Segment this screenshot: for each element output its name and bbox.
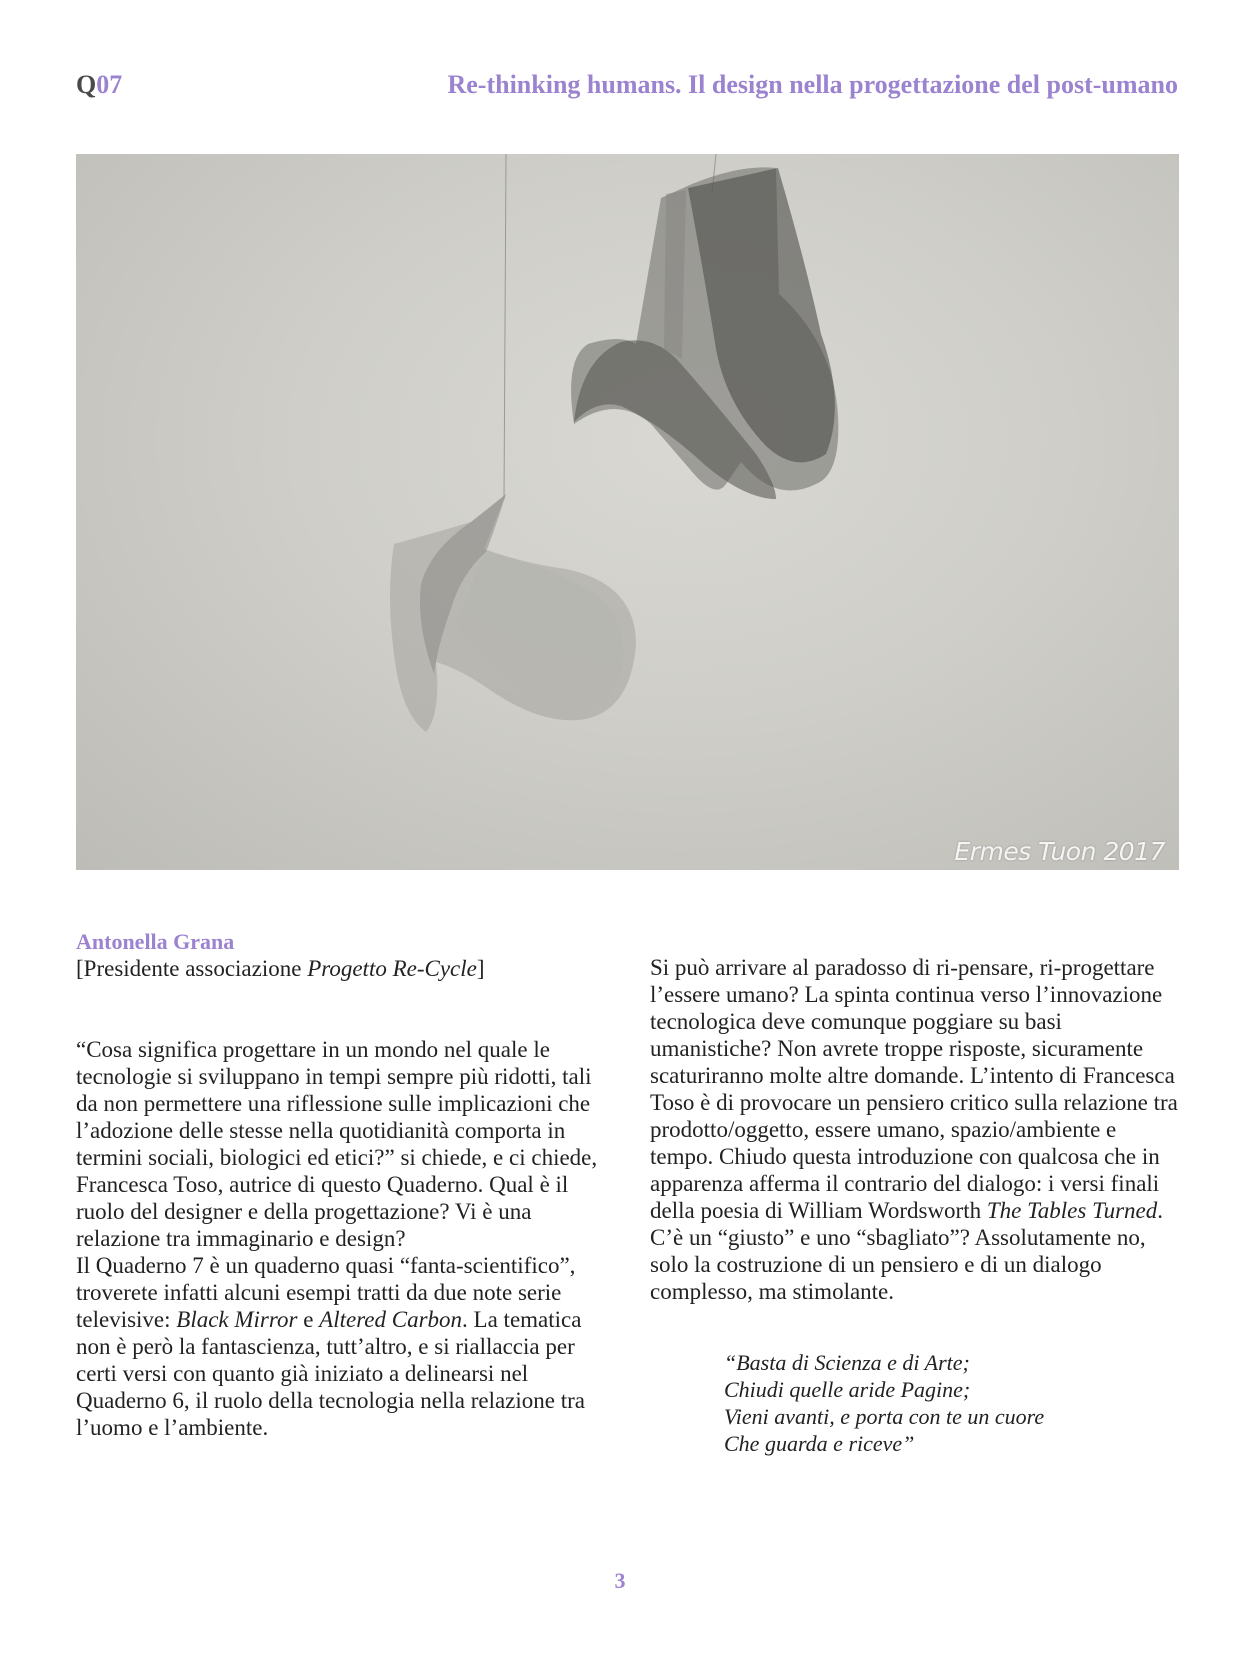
paragraph-intro: “Cosa significa progettare in un mondo nel quale le tecnologie si sviluppano in tempi sempre più ridotti, tali da non permettere una riflessione sulle implicazioni che l’adozione delle stesse nella quotidianità comporta in termini sociali, biologici ed etici?” si chiede, e ci chiede, Francesca Toso, autrice di questo Quaderno. Qual è il ruolo del designer e della progettazione? Vi è una relazione tra immaginario e design?	[76, 1037, 598, 1251]
poem-line: Vieni avanti, e porta con te un cuore	[724, 1404, 1045, 1429]
author-affiliation: [Presidente associazione Progetto Re-Cycle]	[76, 956, 485, 981]
paragraph-quaderno: Il Quaderno 7 è un quaderno quasi “fanta-scientifico”, troverete infatti alcuni esempi tratti da due note serie televisive: Black Mirror e Altered Carbon. La tematica non è però la fantascienza, tutt’altro, e si riallaccia per certi versi con quanto già iniziato a delinearsi nel Quaderno 6, il ruolo della tecnologia nella relazione tra l’uomo e l’ambiente.	[76, 1253, 585, 1440]
sculpture-photo	[76, 154, 1179, 870]
paragraph-paradox: Si può arrivare al paradosso di ri-pensare, ri-progettare l’essere umano? La spinta continua verso l’innovazione tecnologica deve comunque poggiare su basi umanistiche? Non avrete troppe risposte, sicuramente scaturiranno molte altre domande. L’intento di Francesca Toso è di provocare un pensiero critico sulla relazione tra prodotto/oggetto, essere umano, spazio/ambiente e tempo. Chiudo questa introduzione con qualcosa che in apparenza afferma il contrario del dialogo: i versi finali della poesia di William Wordsworth The Tables Turned. C’è un “giusto” e uno “sbagliato”? Assolutamente no, solo la costruzione di un pensiero e di un dialogo complesso, ma stimolante.	[650, 955, 1178, 1304]
author-name: Antonella Grana	[76, 929, 235, 954]
light-mesh-form	[390, 494, 636, 732]
page-header	[76, 70, 1178, 110]
thread-left	[504, 154, 506, 499]
poem-line: Che guarda e riceve”	[724, 1431, 915, 1456]
poem-quote	[724, 1349, 1180, 1457]
issue-number: Q07	[76, 70, 123, 99]
poem-line: “Basta di Scienza e di Arte;	[724, 1350, 970, 1375]
photo-credit: Ermes Tuon 2017	[954, 837, 1165, 866]
dark-mesh-form	[571, 167, 838, 499]
running-title: Re-thinking humans. Il design nella progettazione del post-umano	[447, 70, 1178, 99]
right-column	[650, 954, 1180, 1457]
left-column	[76, 928, 606, 1441]
mesh-sculpture-illustration	[76, 154, 1179, 870]
poem-line: Chiudi quelle aride Pagine;	[724, 1377, 971, 1402]
page-number: 3	[614, 1568, 626, 1593]
